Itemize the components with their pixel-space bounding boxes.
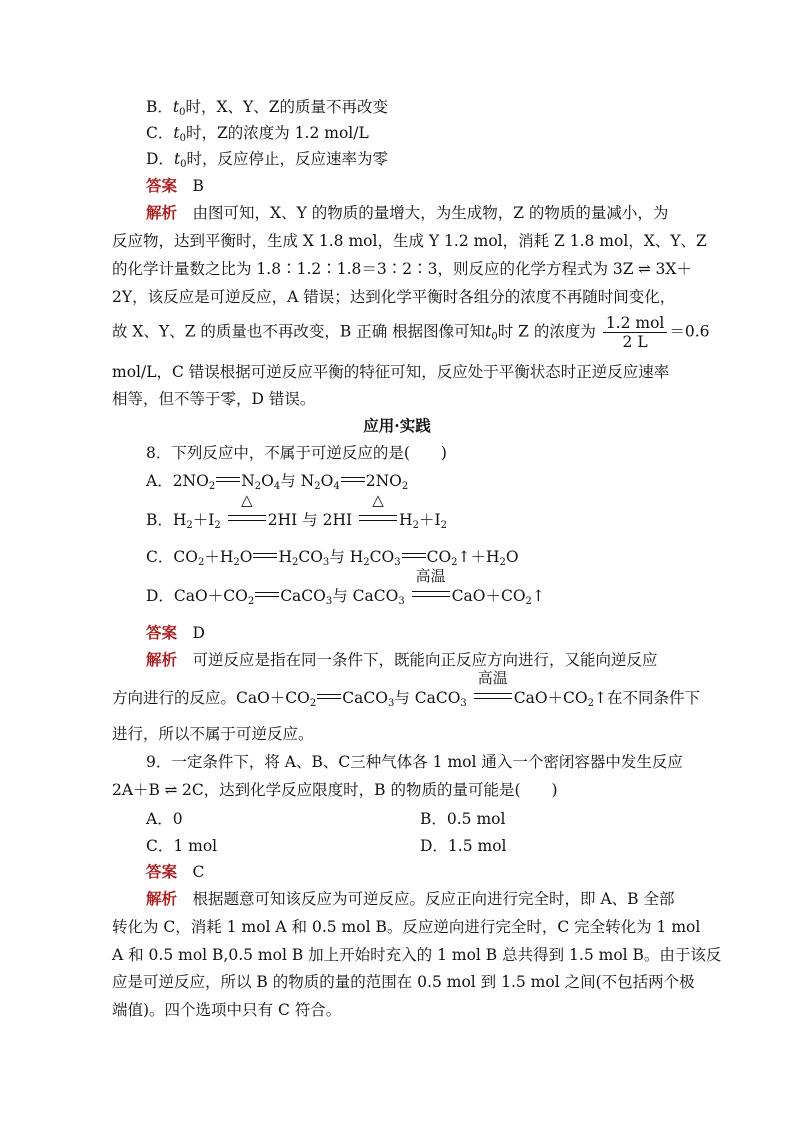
q8-answer: 答案 D — [146, 623, 205, 642]
q7-answer: 答案 B — [146, 176, 204, 195]
q9-option-c: C．1 mol — [146, 837, 218, 855]
q8-option-b: B．$H_2+I_2$ △ 2HI 与 2HI △ $H_2+I_2$ — [146, 491, 447, 531]
reversible-arrow-icon: ⇌ — [164, 781, 178, 799]
q9-stem: 2A＋B ⇌ 2C，达到化学反应限度时，B 的物质的量可能是( ) — [112, 781, 558, 799]
q9-option-d: D．1.5 mol — [420, 837, 507, 855]
q9-analysis-line: 应是可逆反应，所以 B 的物质的量的范围在 0.5 mol 到 1.5 mol 之间(不包括两个极 — [112, 973, 695, 991]
q7-analysis-line: 解析 由图可知，X、Y 的物质的量增大，为生成物，Z 的物质的量减小，为 — [146, 203, 669, 222]
q8-analysis-line: 解析 可逆反应是指在同一条件下，既能向正反应方向进行，又能向逆反应 — [146, 650, 658, 669]
q8-analysis-line: 进行，所以不属于可逆反应。 — [112, 725, 314, 743]
q7-analysis-line: 故 X、Y、Z 的质量也不再改变，B 正确 根据图像可知$t_0$时 Z 的浓度为 $\frac{\text{1.2 mol}}{2 L}$ ＝0.6 — [112, 314, 710, 351]
q8-analysis-line: 方向进行的反应。$CaO+CO_2$ CaCO$_3$与 CaCO$_3$ 高温 $CaO+CO_2↑$在不同条件下 — [112, 669, 700, 709]
q7-analysis-line: 的化学计量数之比为 1.8∶1.2∶1.8＝3∶2∶3，则反应的化学方程式为 3Z ⇌ 3X＋ — [112, 260, 692, 278]
q8-stem: 8．下列反应中，不属于可逆反应的是( ) — [146, 444, 447, 462]
q8-option-d: D．$CaO+CO_2$ CaCO$_3$与 CaCO$_3$ 高温 $CaO+CO_2↑$ — [146, 567, 545, 607]
q7-analysis-line: 反应物，达到平衡时，生成 X 1.8 mol，生成 Y 1.2 mol，消耗 Z 1.8 mol，X、Y、Z — [112, 232, 707, 250]
q9-analysis-line: 转化为 C，消耗 1 mol A 和 0.5 mol B。反应逆向进行完全时，C 完全转化为 1 mol — [112, 918, 701, 936]
section-title: 应用·实践 — [363, 416, 431, 435]
q9-stem: 9．一定条件下，将 A、B、C三种气体各 1 mol 通入一个密闭容器中发生反应 — [146, 753, 683, 771]
q7-analysis-line: mol/L，C 错误根据可逆反应平衡的特征可知，反应处于平衡状态时正逆反应速率 — [112, 363, 670, 381]
q9-analysis-line: A 和 0.5 mol B,0.5 mol B 加上开始时充入的 1 mol B 总共得到 1.5 mol B。由于该反 — [112, 946, 722, 964]
q9-option-b: B．0.5 mol — [420, 810, 506, 828]
q8-option-a: A．$2NO_2$ $N_2O_4$与 $N_2O_4$ $2NO_2$ — [146, 472, 409, 492]
q7-option-c: C．$t_0$时，Z的浓度为 1.2 mol/L — [146, 124, 369, 144]
q9-analysis-line: 解析 根据题意可知该反应为可逆反应。反应正向进行完全时，即 A、B 全部 — [146, 889, 675, 908]
concentration-fraction: $\frac{\text{1.2 mol}}{2 L}$ — [603, 314, 668, 351]
q8-option-c: C．$CO_2+H_2O$ $H_2CO_3$与 $H_2CO_3$ $CO_2↑+H_2O$ — [146, 548, 519, 568]
q7-option-b: B．$t_0$时，X、Y、Z的质量不再改变 — [146, 98, 389, 118]
q9-answer: 答案 C — [146, 862, 205, 881]
q7-analysis-line: 2Y，该反应是可逆反应，A 错误；达到化学平衡时各组分的浓度不再随时间变化， — [112, 288, 676, 306]
reversible-arrow-icon: ⇌ — [638, 260, 652, 278]
q7-analysis-line: 相等，但不等于零，D 错误。 — [112, 390, 316, 408]
q7-option-d: D．$t_0$时，反应停止，反应速率为零 — [146, 150, 389, 170]
q9-option-a: A．0 — [146, 810, 183, 828]
q9-analysis-line: 端值)。四个选项中只有 C 符合。 — [112, 1001, 342, 1019]
